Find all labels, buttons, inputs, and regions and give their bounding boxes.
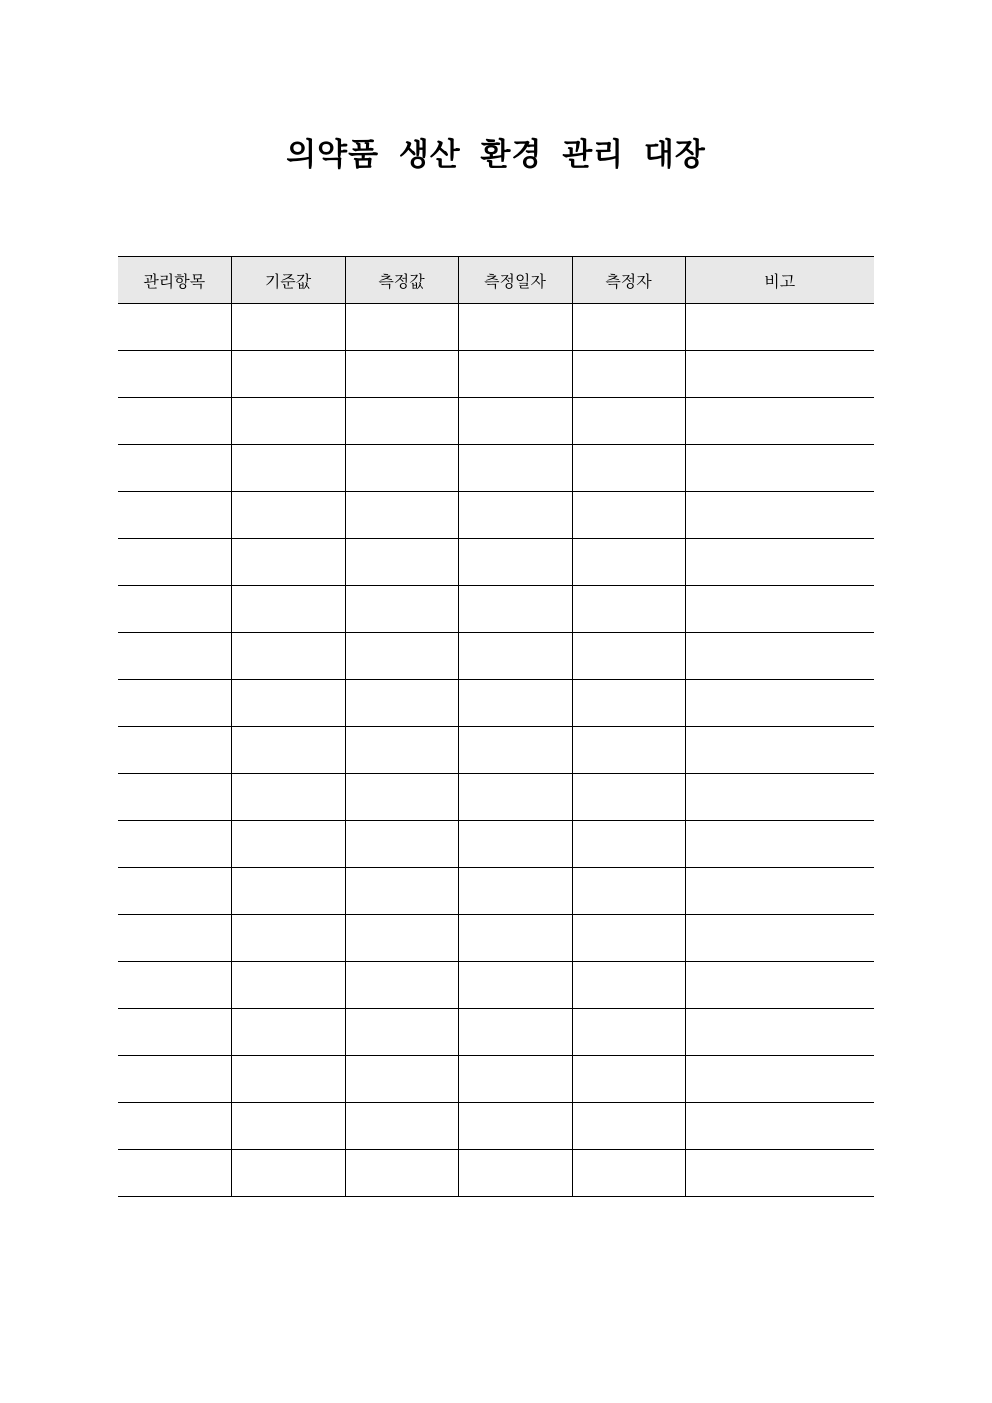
measurer-cell[interactable] [572, 539, 685, 586]
measurement-date-cell[interactable] [458, 304, 572, 351]
table-row [118, 915, 874, 962]
management-item-cell[interactable] [118, 492, 231, 539]
remarks-cell[interactable] [685, 445, 874, 492]
remarks-cell[interactable] [685, 774, 874, 821]
header-remarks: 비고 [685, 257, 874, 304]
management-item-cell[interactable] [118, 868, 231, 915]
table-row [118, 351, 874, 398]
header-management-item: 관리항목 [118, 257, 231, 304]
standard-value-cell[interactable] [231, 586, 345, 633]
remarks-cell[interactable] [685, 398, 874, 445]
measured-value-cell[interactable] [345, 962, 458, 1009]
measurer-cell[interactable] [572, 1103, 685, 1150]
remarks-cell[interactable] [685, 539, 874, 586]
management-item-cell[interactable] [118, 539, 231, 586]
remarks-cell[interactable] [685, 821, 874, 868]
measured-value-cell[interactable] [345, 1009, 458, 1056]
table-row [118, 1009, 874, 1056]
table-row [118, 304, 874, 351]
standard-value-cell[interactable] [231, 398, 345, 445]
remarks-cell[interactable] [685, 1009, 874, 1056]
remarks-cell[interactable] [685, 586, 874, 633]
measured-value-cell[interactable] [345, 1150, 458, 1197]
measurer-cell[interactable] [572, 1056, 685, 1103]
management-item-cell[interactable] [118, 774, 231, 821]
measurer-cell[interactable] [572, 727, 685, 774]
measurer-cell[interactable] [572, 492, 685, 539]
measured-value-cell[interactable] [345, 351, 458, 398]
management-item-cell[interactable] [118, 445, 231, 492]
management-item-cell[interactable] [118, 1056, 231, 1103]
management-item-cell[interactable] [118, 821, 231, 868]
management-item-cell[interactable] [118, 633, 231, 680]
measured-value-cell[interactable] [345, 398, 458, 445]
measurement-date-cell[interactable] [458, 633, 572, 680]
measurement-date-cell[interactable] [458, 445, 572, 492]
header-row [118, 257, 874, 304]
standard-value-cell[interactable] [231, 727, 345, 774]
measured-value-cell[interactable] [345, 680, 458, 727]
standard-value-cell[interactable] [231, 445, 345, 492]
standard-value-cell[interactable] [231, 774, 345, 821]
measurer-cell[interactable] [572, 962, 685, 1009]
measurement-date-cell[interactable] [458, 492, 572, 539]
table-row [118, 492, 874, 539]
measurement-date-cell[interactable] [458, 351, 572, 398]
standard-value-cell[interactable] [231, 680, 345, 727]
measurement-date-cell[interactable] [458, 868, 572, 915]
measurer-cell[interactable] [572, 586, 685, 633]
measurement-date-cell[interactable] [458, 680, 572, 727]
header-measurer: 측정자 [572, 257, 685, 304]
table-row [118, 868, 874, 915]
management-item-cell[interactable] [118, 351, 231, 398]
table-row [118, 445, 874, 492]
measured-value-cell[interactable] [345, 492, 458, 539]
measurer-cell[interactable] [572, 1009, 685, 1056]
standard-value-cell[interactable] [231, 915, 345, 962]
table-row [118, 727, 874, 774]
table-row [118, 1150, 874, 1197]
remarks-cell[interactable] [685, 915, 874, 962]
standard-value-cell[interactable] [231, 962, 345, 1009]
management-ledger-table [118, 256, 874, 1197]
management-item-cell[interactable] [118, 586, 231, 633]
standard-value-cell[interactable] [231, 1009, 345, 1056]
table-row [118, 962, 874, 1009]
measured-value-cell[interactable] [345, 1056, 458, 1103]
measurer-cell[interactable] [572, 398, 685, 445]
management-item-cell[interactable] [118, 1103, 231, 1150]
measurer-cell[interactable] [572, 445, 685, 492]
remarks-cell[interactable] [685, 1056, 874, 1103]
measurement-date-cell[interactable] [458, 539, 572, 586]
standard-value-cell[interactable] [231, 1056, 345, 1103]
measurement-date-cell[interactable] [458, 821, 572, 868]
measured-value-cell[interactable] [345, 868, 458, 915]
table-header [118, 257, 874, 304]
measured-value-cell[interactable] [345, 445, 458, 492]
measurer-cell[interactable] [572, 304, 685, 351]
remarks-cell[interactable] [685, 492, 874, 539]
measured-value-cell[interactable] [345, 727, 458, 774]
standard-value-cell[interactable] [231, 633, 345, 680]
measurement-date-cell[interactable] [458, 1009, 572, 1056]
measured-value-cell[interactable] [345, 539, 458, 586]
page-title: 의약품 생산 환경 관리 대장 [286, 137, 706, 173]
measured-value-cell[interactable] [345, 633, 458, 680]
header-standard-value: 기준값 [231, 257, 345, 304]
measurer-cell[interactable] [572, 821, 685, 868]
table-row [118, 633, 874, 680]
management-item-cell[interactable] [118, 1009, 231, 1056]
table-row [118, 680, 874, 727]
header-measured-value: 측정값 [345, 257, 458, 304]
measurement-date-cell[interactable] [458, 962, 572, 1009]
table-row [118, 398, 874, 445]
table-row [118, 821, 874, 868]
measurer-cell[interactable] [572, 633, 685, 680]
table-row [118, 586, 874, 633]
table-body [118, 304, 874, 1197]
remarks-cell[interactable] [685, 962, 874, 1009]
measurement-date-cell[interactable] [458, 1103, 572, 1150]
remarks-cell[interactable] [685, 727, 874, 774]
remarks-cell[interactable] [685, 868, 874, 915]
measurement-date-cell[interactable] [458, 915, 572, 962]
measurer-cell[interactable] [572, 915, 685, 962]
standard-value-cell[interactable] [231, 1103, 345, 1150]
measured-value-cell[interactable] [345, 915, 458, 962]
measurement-date-cell[interactable] [458, 774, 572, 821]
standard-value-cell[interactable] [231, 868, 345, 915]
measurer-cell[interactable] [572, 868, 685, 915]
measurement-date-cell[interactable] [458, 398, 572, 445]
standard-value-cell[interactable] [231, 351, 345, 398]
measurement-date-cell[interactable] [458, 727, 572, 774]
standard-value-cell[interactable] [231, 1150, 345, 1197]
management-item-cell[interactable] [118, 915, 231, 962]
table-row [118, 539, 874, 586]
measurement-date-cell[interactable] [458, 1150, 572, 1197]
measured-value-cell[interactable] [345, 774, 458, 821]
measured-value-cell[interactable] [345, 821, 458, 868]
measured-value-cell[interactable] [345, 586, 458, 633]
measured-value-cell[interactable] [345, 1103, 458, 1150]
remarks-cell[interactable] [685, 351, 874, 398]
management-item-cell[interactable] [118, 962, 231, 1009]
measurement-date-cell[interactable] [458, 586, 572, 633]
management-item-cell[interactable] [118, 680, 231, 727]
standard-value-cell[interactable] [231, 492, 345, 539]
table-row [118, 1103, 874, 1150]
measurer-cell[interactable] [572, 680, 685, 727]
management-item-cell[interactable] [118, 304, 231, 351]
remarks-cell[interactable] [685, 304, 874, 351]
table-row [118, 774, 874, 821]
standard-value-cell[interactable] [231, 821, 345, 868]
standard-value-cell[interactable] [231, 304, 345, 351]
measurer-cell[interactable] [572, 774, 685, 821]
remarks-cell[interactable] [685, 1150, 874, 1197]
remarks-cell[interactable] [685, 1103, 874, 1150]
management-item-cell[interactable] [118, 1150, 231, 1197]
management-item-cell[interactable] [118, 727, 231, 774]
measurement-date-cell[interactable] [458, 1056, 572, 1103]
measurer-cell[interactable] [572, 351, 685, 398]
measured-value-cell[interactable] [345, 304, 458, 351]
table-row [118, 1056, 874, 1103]
remarks-cell[interactable] [685, 633, 874, 680]
remarks-cell[interactable] [685, 680, 874, 727]
header-measurement-date: 측정일자 [458, 257, 572, 304]
management-item-cell[interactable] [118, 398, 231, 445]
measurer-cell[interactable] [572, 1150, 685, 1197]
standard-value-cell[interactable] [231, 539, 345, 586]
